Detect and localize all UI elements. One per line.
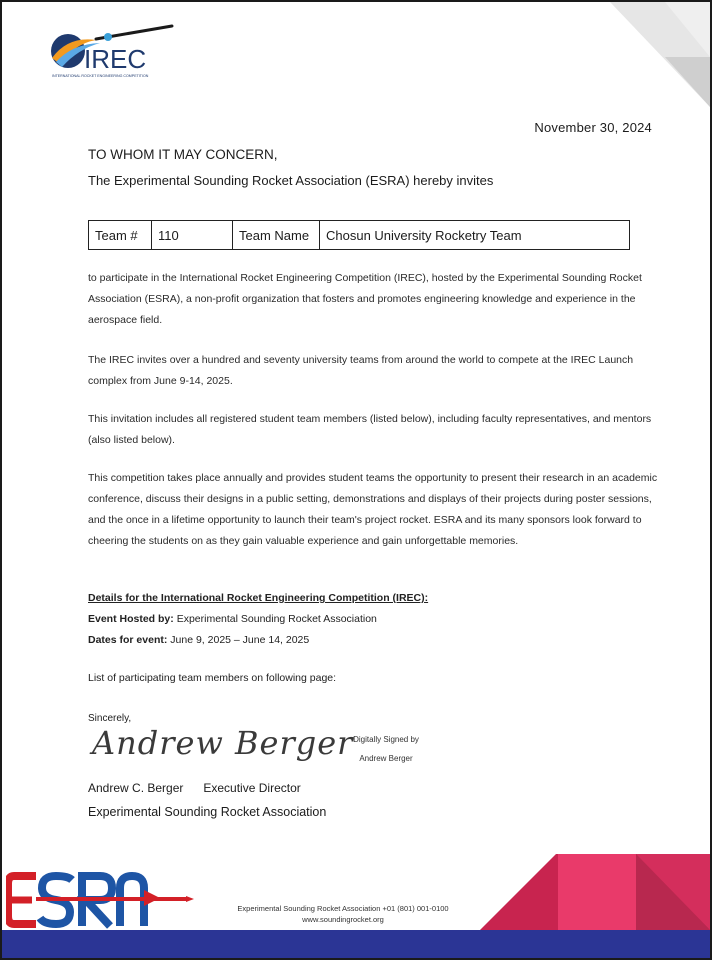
table-row xyxy=(89,221,630,250)
footer-website[interactable]: www.soundingrocket.org xyxy=(302,915,384,924)
irec-rocket-logo-icon xyxy=(48,24,178,86)
letter-date: November 30, 2024 xyxy=(534,120,652,135)
hosted-by-label: Event Hosted by: xyxy=(88,613,174,625)
irec-logo-text: IREC xyxy=(84,44,147,74)
digital-signature-line1: Digitally Signed by xyxy=(353,735,419,744)
irec-logo-tagline: INTERNATIONAL ROCKET ENGINEERING COMPETITION xyxy=(52,74,149,78)
details-title: Details for the International Rocket Engineering Competition (IREC): xyxy=(88,592,429,604)
event-dates-line xyxy=(88,630,428,651)
paragraph-invitation: to participate in the International Rocket Engineering Competition (IREC), hosted by the Experimental Sounding Rocket Association (ESRA), a non-profit organization that fosters and promotes engineering knowledge and experience in the aerospace field. xyxy=(88,272,642,326)
handwritten-signature: Andrew Berger xyxy=(92,724,354,762)
paragraph-teams: The IREC invites over a hundred and seventy university teams from around the world to compete at the IREC Launch complex from June 9-14, 2025. xyxy=(88,354,634,387)
signer-name: Andrew C. Berger xyxy=(88,781,184,795)
paragraph-members: This invitation includes all registered student team members (listed below), including faculty representatives, and mentors (also listed below). xyxy=(88,413,652,446)
corner-decoration xyxy=(610,2,710,107)
team-name-value: Chosun University Rocketry Team xyxy=(320,221,630,250)
hosted-by-line xyxy=(88,609,428,630)
team-number-label: Team # xyxy=(89,221,152,250)
signer-title: Executive Director xyxy=(203,781,301,795)
footer-contact xyxy=(198,903,488,925)
closing: Sincerely, xyxy=(88,713,132,724)
event-details xyxy=(88,588,428,651)
paragraph-competition: This competition takes place annually and provides student teams the opportunity to present their research in an academic conference, discuss their designs in a public setting, demonstrations and displays of their projects during poster sessions, and the once in a lifetime opportunity to launch their team's project rocket. ESRA and its many sponsors look forward to cheering the students on as they gain valuable experience and gain unforgettable memories. xyxy=(88,472,658,547)
team-info-table xyxy=(88,220,630,250)
hosted-by-value: Experimental Sounding Rocket Association xyxy=(176,613,377,625)
intro-line: The Experimental Sounding Rocket Association (ESRA) hereby invites xyxy=(88,173,494,188)
team-number-value: 110 xyxy=(152,221,233,250)
signer-organization: Experimental Sounding Rocket Association xyxy=(88,805,327,819)
footer-address: Experimental Sounding Rocket Association +01 (801) 001-0100 xyxy=(237,904,449,913)
digital-signature-line2: Andrew Berger xyxy=(359,754,413,763)
esra-rocket-logo-icon xyxy=(6,870,196,930)
team-name-label: Team Name xyxy=(233,221,320,250)
event-dates-label: Dates for event: xyxy=(88,634,168,646)
team-list-note: List of participating team members on following page: xyxy=(88,672,337,684)
signer-line xyxy=(88,781,301,795)
salutation: TO WHOM IT MAY CONCERN, xyxy=(88,147,278,162)
digital-signature-stamp xyxy=(350,730,422,768)
event-dates-value: June 9, 2025 – June 14, 2025 xyxy=(170,634,310,646)
